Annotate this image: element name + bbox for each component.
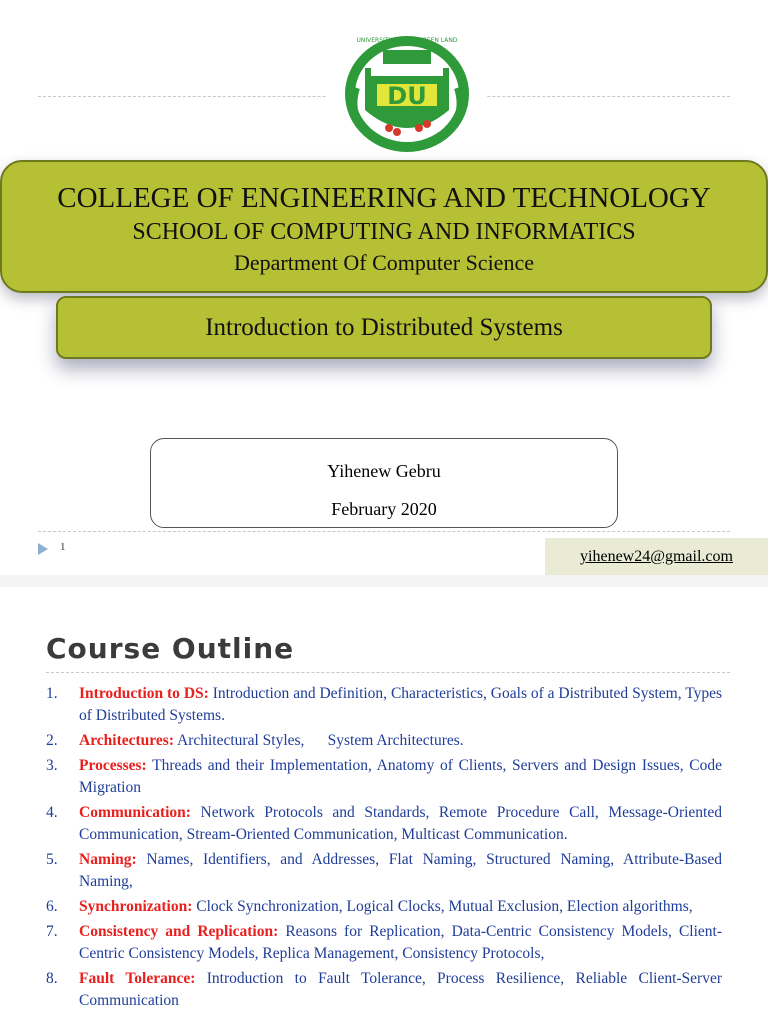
item-keyword: Introduction to DS: bbox=[79, 685, 209, 702]
logo-ring-text: UNIVERSITY OF THE GREEN LAND bbox=[356, 37, 458, 44]
item-number: 6. bbox=[46, 898, 58, 915]
item-text: Clock Synchronization, Logical Clocks, Mutual Exclusion, Election algorithms, bbox=[192, 898, 693, 915]
item-text: Names, Identifiers, and Addresses, Flat Naming, Structured Naming, Attribute-Based Naming, bbox=[79, 851, 722, 890]
author-name: Yihenew Gebru bbox=[327, 461, 441, 481]
outline-divider bbox=[46, 672, 730, 673]
list-item bbox=[46, 755, 722, 799]
college-name: COLLEGE OF ENGINEERING AND TECHNOLOGY bbox=[57, 182, 711, 214]
university-logo bbox=[327, 28, 487, 156]
author-box bbox=[150, 438, 618, 528]
email-link[interactable]: yihenew24@gmail.com bbox=[580, 548, 733, 565]
item-number: 3. bbox=[46, 757, 58, 774]
item-number: 5. bbox=[46, 851, 58, 868]
email-box bbox=[545, 538, 768, 575]
item-text: Threads and their Implementation, Anatomy of Clients, Servers and Design Issues, Code Migration bbox=[79, 757, 722, 796]
outline-slide bbox=[0, 587, 768, 1024]
list-item bbox=[46, 683, 722, 727]
item-number: 4. bbox=[46, 804, 58, 821]
item-keyword: Consistency and Replication: bbox=[79, 923, 279, 940]
item-keyword: Naming: bbox=[79, 851, 137, 868]
slide-arrow-icon bbox=[38, 543, 48, 555]
course-title: Introduction to Distributed Systems bbox=[205, 314, 563, 341]
college-banner bbox=[0, 160, 768, 293]
outline-list bbox=[46, 683, 722, 1015]
school-name: SCHOOL OF COMPUTING AND INFORMATICS bbox=[132, 219, 636, 245]
item-number: 7. bbox=[46, 923, 58, 940]
course-title-box bbox=[56, 296, 712, 359]
item-keyword: Processes: bbox=[79, 757, 147, 774]
slide-gap bbox=[0, 575, 768, 587]
logo-letters: DU bbox=[387, 82, 427, 110]
bottom-divider bbox=[38, 531, 730, 532]
item-number: 8. bbox=[46, 970, 58, 987]
list-item bbox=[46, 896, 722, 918]
university-seal-icon bbox=[327, 28, 487, 156]
item-text: Introduction and Definition, Characteristics, Goals of a Distributed System, Types of Distributed Systems. bbox=[79, 685, 722, 724]
item-text: Network Protocols and Standards, Remote Procedure Call, Message-Oriented Communication, Stream-Oriented Communication, Multicast Communication. bbox=[79, 804, 722, 843]
list-item bbox=[46, 730, 722, 752]
item-number: 2. bbox=[46, 732, 58, 749]
presentation-date: February 2020 bbox=[331, 499, 437, 519]
slide-number: 1 bbox=[60, 541, 66, 553]
item-text: Introduction to Fault Tolerance, Process Resilience, Reliable Client-Server Communication bbox=[79, 970, 722, 1009]
item-text: Reasons for Replication, Data-Centric Consistency Models, Client-Centric Consistency Models, Replica Management, Consistency Protocols, bbox=[79, 923, 722, 962]
item-keyword: Fault Tolerance: bbox=[79, 970, 196, 987]
list-item bbox=[46, 802, 722, 846]
item-keyword: Architectures: bbox=[79, 732, 174, 749]
item-text: Architectural Styles, System Architectures. bbox=[173, 732, 464, 749]
item-keyword: Communication: bbox=[79, 804, 191, 821]
item-number: 1. bbox=[46, 685, 58, 702]
list-item bbox=[46, 968, 722, 1012]
department-name: Department Of Computer Science bbox=[234, 250, 534, 275]
list-item bbox=[46, 921, 722, 965]
item-keyword: Synchronization: bbox=[79, 898, 193, 915]
list-item bbox=[46, 849, 722, 893]
outline-title: Course Outline bbox=[46, 632, 295, 665]
